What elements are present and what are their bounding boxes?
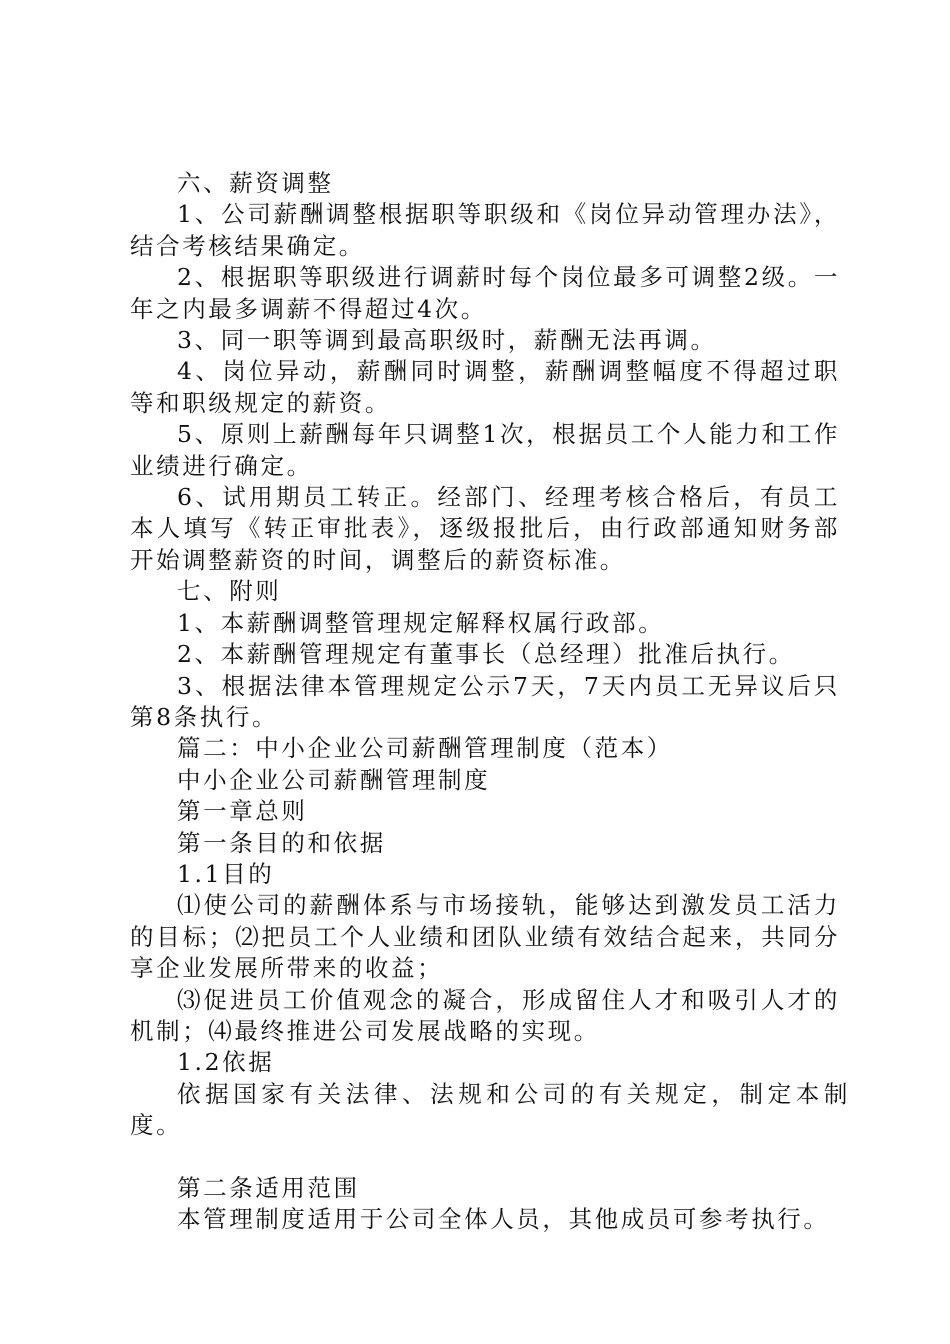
part-two-heading: 篇二：中小企业公司薪酬管理制度（范本） bbox=[177, 734, 673, 763]
chapter-heading: 第一章总则 bbox=[177, 797, 308, 826]
blank-line bbox=[130, 1142, 840, 1173]
document-body bbox=[130, 168, 850, 1236]
appendix-item-1: 1、本薪酬调整管理规定解释权属行政部。 bbox=[177, 608, 665, 637]
paragraph-item-6: 6、试用期员工转正。经部门、经理考核合格后，有员工本人填写《转正审批表》，逐级报批后，由行政部通知财务部开始调整薪资的时间，调整后的薪资标准。 bbox=[130, 483, 840, 574]
subsection-heading-basis: 1.2依据 bbox=[177, 1048, 275, 1077]
article-heading-purpose: 第一条目的和依据 bbox=[177, 828, 386, 857]
document-title: 中小企业公司薪酬管理制度 bbox=[177, 765, 491, 794]
purpose-paragraph-1: ⑴使公司的薪酬体系与市场接轨，能够达到激发员工活力的目标；⑵把员工个人业绩和团队业绩有效结合起来，共同分享企业发展所带来的收益； bbox=[130, 891, 840, 983]
basis-paragraph: 依据国家有关法律、法规和公司的有关规定，制定本制度。 bbox=[130, 1079, 850, 1140]
paragraph-item-4: 4、岗位异动，薪酬同时调整，薪酬调整幅度不得超过职等和职级规定的薪资。 bbox=[130, 357, 840, 417]
appendix-item-2: 2、本薪酬管理规定有董事长（总经理）批准后执行。 bbox=[177, 640, 795, 669]
scope-paragraph: 本管理制度适用于公司全体人员，其他成员可参考执行。 bbox=[177, 1205, 830, 1234]
paragraph-item-2: 2、根据职等职级进行调薪时每个岗位最多可调整2级。一年之内最多调薪不得超过4次。 bbox=[130, 263, 840, 323]
subsection-heading-purpose: 1.1目的 bbox=[177, 859, 275, 888]
paragraph-item-1: 1、公司薪酬调整根据职等职级和《岗位异动管理办法》，结合考核结果确定。 bbox=[130, 200, 840, 260]
section-heading-salary-adjustment: 六、薪资调整 bbox=[177, 169, 334, 197]
purpose-paragraph-2: ⑶促进员工价值观念的凝合，形成留住人才和吸引人才的机制；⑷最终推进公司发展战略的实现。 bbox=[130, 985, 840, 1045]
appendix-item-3: 3、根据法律本管理规定公示7天，7天内员工无异议后只第8条执行。 bbox=[130, 671, 840, 731]
section-heading-appendix: 七、附则 bbox=[177, 577, 282, 606]
paragraph-item-3: 3、同一职等调到最高职级时，薪酬无法再调。 bbox=[177, 326, 717, 355]
paragraph-item-5: 5、原则上薪酬每年只调整1次，根据员工个人能力和工作业绩进行确定。 bbox=[130, 420, 840, 480]
article-heading-scope: 第二条适用范围 bbox=[177, 1173, 360, 1202]
